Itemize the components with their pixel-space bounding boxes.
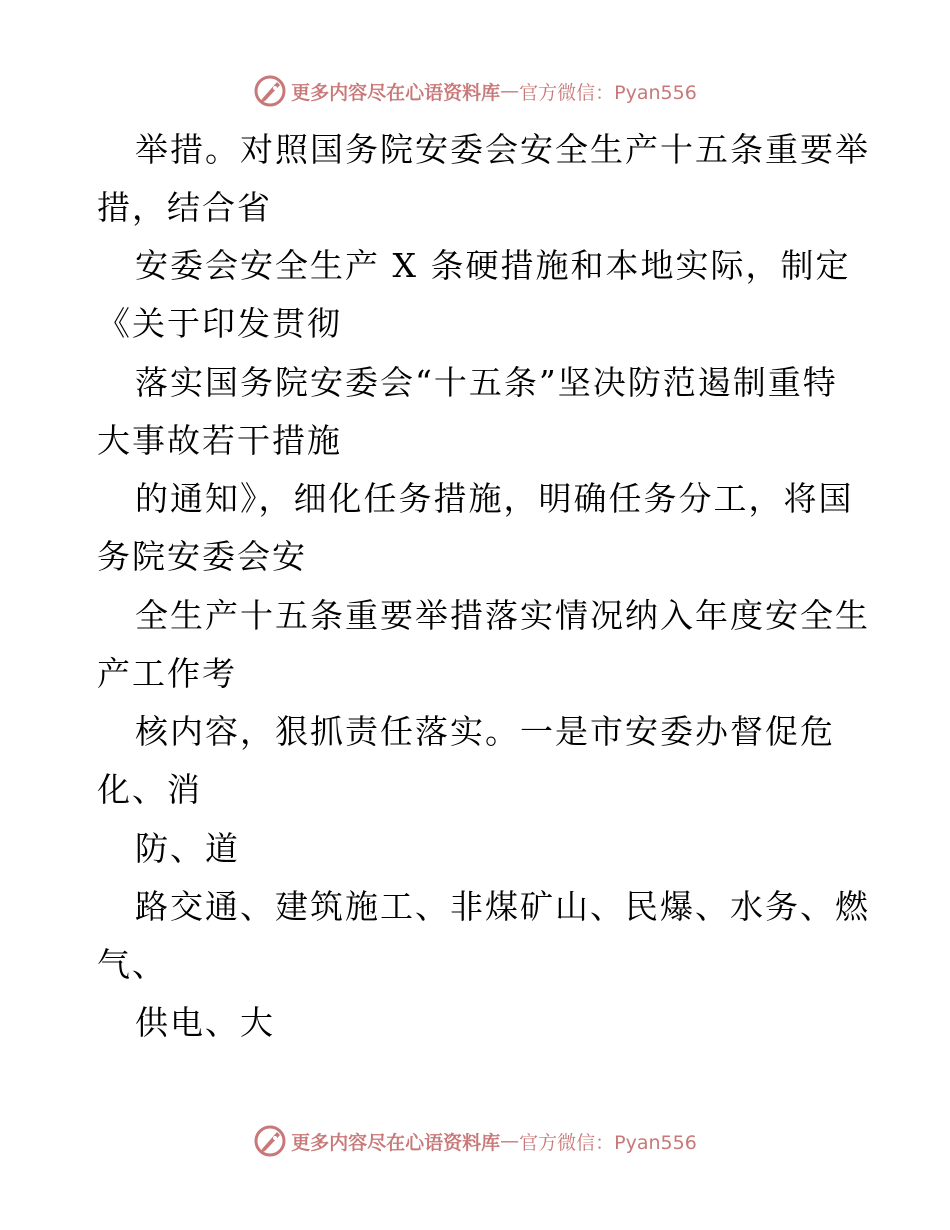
banner-main-text: 更多内容尽在心语资料库	[291, 81, 501, 104]
text-line: 全生产十五条重要举措落实情况纳入年度安全生	[135, 596, 870, 635]
header-watermark-banner	[0, 71, 950, 111]
banner-wechat-text: 官方微信：Pyan556	[519, 81, 697, 104]
banner-wechat-text: 官方微信：Pyan556	[519, 1131, 697, 1154]
text-line: 气、	[97, 945, 167, 984]
banner-main-text: 更多内容尽在心语资料库	[291, 1131, 501, 1154]
text-line: 安委会安全生产 X 条硬措施和本地实际，制定	[135, 246, 851, 285]
text-line: 防、道	[135, 829, 240, 868]
quill-logo-icon	[253, 74, 287, 108]
text-line: 核内容，狠抓责任落实。一是市安委办督促危	[135, 712, 835, 751]
text-line: 的通知》，细化任务措施，明确任务分工，将国	[135, 479, 854, 518]
banner-dash: —	[500, 1130, 520, 1152]
quill-logo-icon	[253, 1124, 287, 1158]
text-line: 大事故若干措施	[97, 421, 342, 460]
text-line: 举措。对照国务院安委会安全生产十五条重要举	[135, 130, 870, 169]
text-line: 措，结合省	[97, 188, 272, 227]
text-line: 化、消	[97, 770, 202, 809]
text-line: 产工作考	[97, 654, 237, 693]
banner-dash: —	[500, 80, 520, 102]
footer-watermark-banner	[0, 1121, 950, 1161]
text-line: 供电、大	[135, 1003, 275, 1042]
text-line: 《关于印发贯彻	[97, 304, 342, 343]
text-line: 务院安委会安	[97, 537, 307, 576]
text-line: 落实国务院安委会“十五条”坚决防范遏制重特	[135, 363, 838, 402]
text-line: 路交通、建筑施工、非煤矿山、民爆、水务、燃	[135, 887, 870, 926]
